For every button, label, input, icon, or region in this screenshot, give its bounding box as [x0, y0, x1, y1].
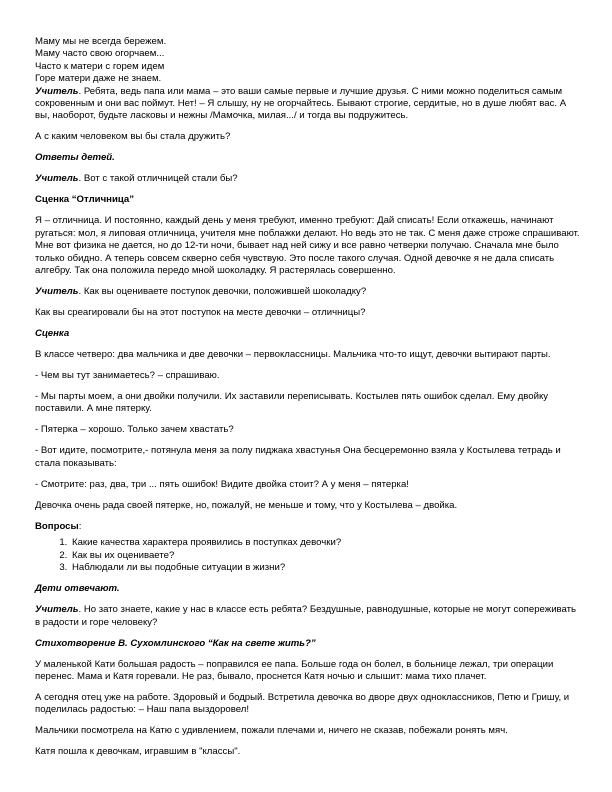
scene-title: Сценка [35, 328, 70, 340]
questions-title: Вопросы [35, 520, 79, 532]
paragraph: Я – отличница. И постоянно, каждый день у меня требуют, именно требуют: Дай списать! Если откажешь, начинают ругаться: мол, я липовая отличница, учителя мне поблажки делают. Но ведь это не так. С меня даже строже спрашивают. Мне вот физика не дается, но до 12-ти ночи, бывает над ней сижу и все равно четверки получаю. Сначала мне было только обидно. А теперь совсем скверно себя чувствую. Это после такого случая. Одной девочке я не дала списать алгебру. Так она положила передо мной шоколадку. Я растерялась совершенно. [35, 215, 580, 277]
paragraph-text: . Но зато знаете, какие у нас в классе есть ребята? Бездушные, равнодушные, которые не могут сопереживать в радости и горе человеку? [35, 604, 577, 628]
list-item: 2. Как вы их оцениваете? [70, 550, 580, 562]
paragraph: - Мы парты моем, а они двойки получили. Их заставили переписывать. Костылев пять ошибок сделал. Ему двойку поставили. А мне пятерку. [35, 391, 549, 415]
list-item: 3. Наблюдали ли вы подобные ситуации в жизни? [70, 562, 580, 574]
paragraph: А сегодня отец уже на работе. Здоровый и бодрый. Встретила девочка во дворе двух одноклассников, Петю и Гришу, и поделилась радостью: – Наш папа выздоровел! [35, 691, 570, 716]
children-respond-heading: Дети отвечают. [35, 583, 120, 595]
poem-line: Горе матери даже не знаем. [35, 73, 162, 85]
poem-line: Часто к матери с горем идем [35, 60, 165, 72]
questions-colon: : [78, 520, 82, 532]
paragraph: А с каким человеком вы бы стала дружить? [35, 131, 231, 143]
questions-heading [35, 521, 580, 533]
paragraph-text: . Как вы оцениваете поступок девочки, положившей шоколадку? [78, 286, 367, 298]
teacher-label: Учитель [35, 85, 79, 97]
opening-poem [35, 36, 580, 86]
poem-title: Стихотворение В. Сухомлинского “Как на свете жить?” [35, 637, 316, 649]
paragraph: Как вы среагировали бы на этот поступок на месте девочки – отличницы? [35, 307, 366, 319]
scene-title-excellent-student: Сценка “Отличница” [35, 194, 134, 206]
poem-line: Маму мы не всегда бережем. [35, 36, 167, 47]
paragraph: Девочка очень рада своей пятерке, но, пожалуй, не меньше и тому, что у Костылева – двойка. [35, 499, 458, 511]
paragraph: - Вот идите, посмотрите,- потянула меня за полу пиджака хвастунья Она бесцеремонно взяла у Костылева тетрадь и стала показывать: [35, 445, 561, 469]
paragraph: - Смотрите: раз, два, три ... пять ошибок! Видите двойка стоит? А у меня – пятерка! [35, 478, 409, 490]
poem-line: Маму часто свою огорчаем... [35, 48, 165, 60]
paragraph: В классе четверо: два мальчика и две девочки – первоклассницы. Мальчика что-то ищут, девочки вытирают парты. [35, 349, 551, 361]
teacher-label: Учитель [35, 286, 79, 298]
paragraph: - Чем вы тут занимаетесь? – спрашиваю. [35, 370, 220, 382]
teacher-label: Учитель [35, 173, 79, 185]
teacher-speech-2 [35, 173, 580, 185]
paragraph: Катя пошла к девочкам, игравшим в "классы". [35, 746, 241, 758]
teacher-label: Учитель [35, 604, 79, 616]
teacher-speech-4 [35, 604, 580, 629]
paragraph: У маленькой Кати большая радость – поправился ее папа. Больше года он болел, в больнице лежал, три операции перенес. Мама и Катя горевали. Не раз, бывало, проснется Катя ночью и слышит: мама тихо плачет. [35, 658, 554, 682]
paragraph-text: . Ребята, ведь папа или мама – это ваши самые первые и лучшие друзья. С ними можно поделиться самым сокровенным и они вас поймут. Нет! – Я слышу, ну не огорчайтесь. Бывают строгие, сердитые, но в душе любят вас. А вы, наоборот, будьте ласковы и нежны /Мамочка, милая.../ и тогда вы подружитесь. [35, 85, 567, 122]
questions-list [35, 537, 580, 574]
paragraph-text: . Вот с такой отличницей стали бы? [78, 173, 238, 185]
children-answers-heading: Ответы детей. [35, 152, 115, 164]
paragraph: - Пятерка – хорошо. Только зачем хвастать? [35, 424, 234, 436]
document-body [35, 36, 580, 767]
paragraph: Мальчики посмотрела на Катю с удивлением, пожали плечами и, ничего не сказав, побежали ронять мяч. [35, 725, 508, 737]
teacher-speech-3 [35, 286, 580, 298]
list-item: 1. Какие качества характера проявились в поступках девочки? [70, 537, 580, 549]
teacher-speech-1 [35, 86, 580, 123]
